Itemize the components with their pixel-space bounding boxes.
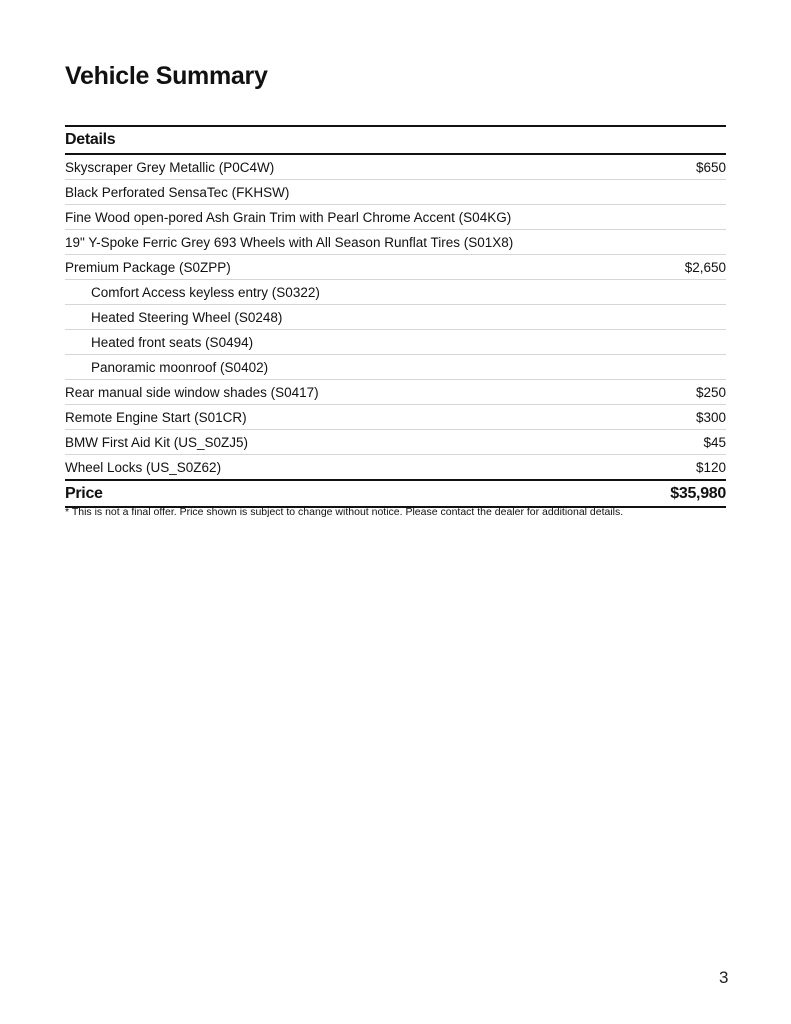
line-item-label: Black Perforated SensaTec (FKHSW) [65,184,290,200]
line-item-row [65,255,726,280]
line-item-label: Panoramic moonroof (S0402) [91,359,269,375]
disclaimer: * This is not a final offer. Price shown is subject to change without notice. Please contact the dealer for additional details. [65,506,624,518]
total-row [65,481,726,508]
item-list [65,155,726,481]
line-item-label: Skyscraper Grey Metallic (P0C4W) [65,159,275,175]
package-sub-item-row [65,330,726,355]
line-item-label: Wheel Locks (US_S0Z62) [65,459,222,475]
line-item-label: Rear manual side window shades (S0417) [65,384,319,400]
line-item-price: $650 [695,159,726,175]
line-item-label: 19" Y-Spoke Ferric Grey 693 Wheels with All Season Runflat Tires (S01X8) [65,234,514,250]
line-item-price: $120 [695,459,726,475]
line-item-row [65,405,726,430]
line-item-row [65,180,726,205]
total-price: $35,980 [670,484,726,502]
package-sub-item-row [65,355,726,380]
line-item-label: Heated Steering Wheel (S0248) [91,309,283,325]
line-item-price: $300 [695,409,726,425]
line-item-label: Heated front seats (S0494) [91,334,254,350]
line-item-label: BMW First Aid Kit (US_S0ZJ5) [65,434,249,450]
line-item-price: $2,650 [684,259,726,275]
summary-table [65,125,726,508]
package-sub-item-row [65,280,726,305]
line-item-label: Fine Wood open-pored Ash Grain Trim with Pearl Chrome Accent (S04KG) [65,209,512,225]
line-item-label: Remote Engine Start (S01CR) [65,409,247,425]
line-item-row [65,205,726,230]
line-item-row [65,230,726,255]
package-sub-item-row [65,305,726,330]
page-number: 3 [719,968,729,987]
line-item-price: $250 [695,384,726,400]
line-item-price: $45 [703,434,726,450]
line-item-label: Premium Package (S0ZPP) [65,259,231,275]
details-header: Details [65,125,726,155]
line-item-label: Comfort Access keyless entry (S0322) [91,284,320,300]
total-label: Price [65,484,103,502]
line-item-row [65,455,726,481]
line-item-row [65,380,726,405]
line-item-row [65,155,726,180]
page-title: Vehicle Summary [65,62,268,90]
line-item-row [65,430,726,455]
